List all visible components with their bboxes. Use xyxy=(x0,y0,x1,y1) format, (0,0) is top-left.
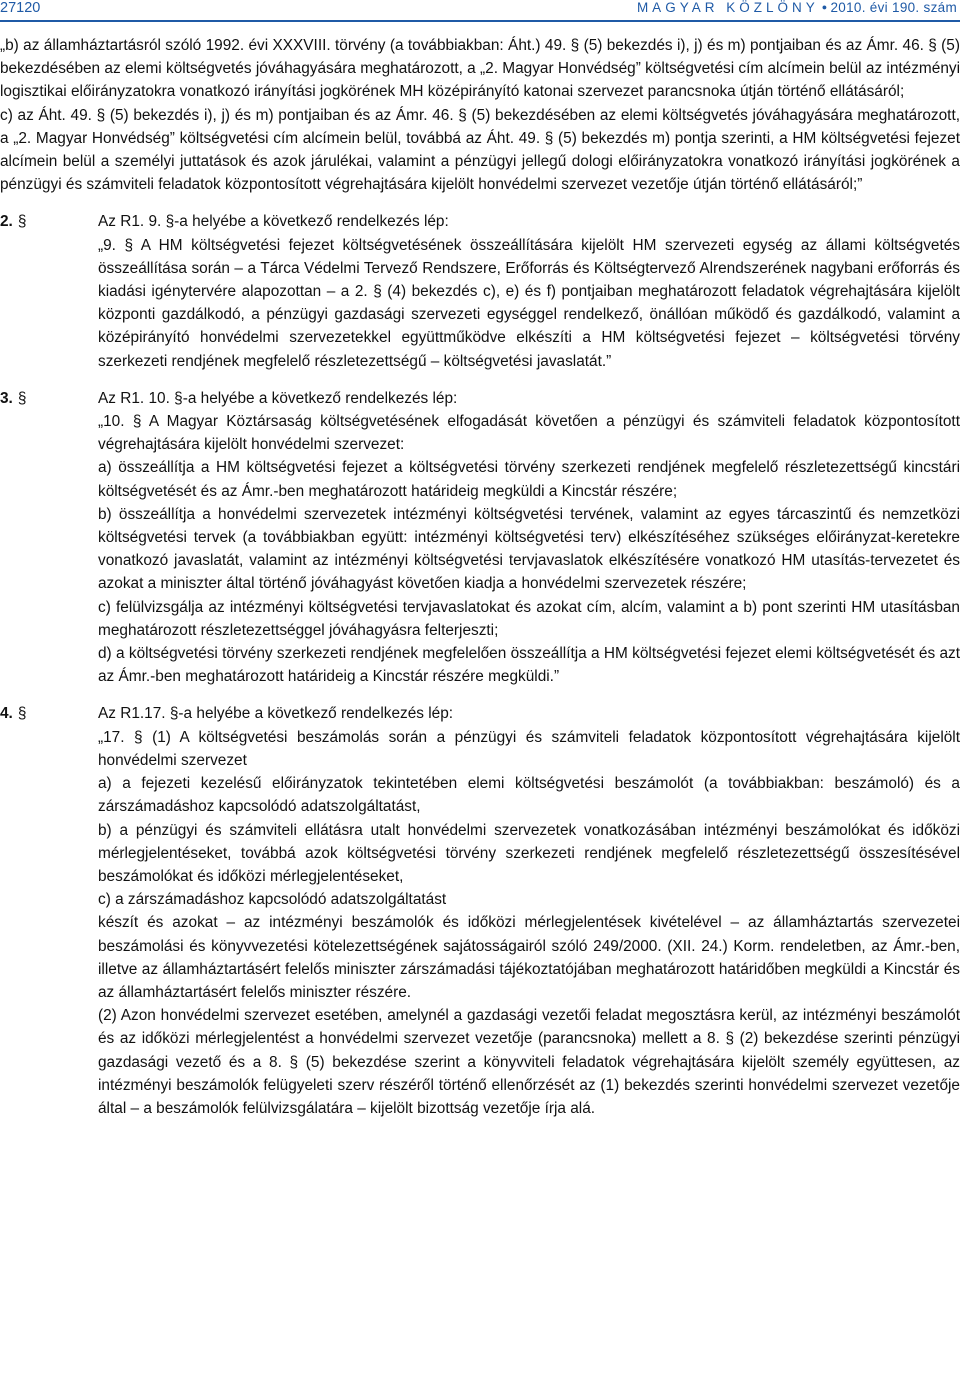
intro-block xyxy=(0,34,960,196)
section-paragraph: „9. § A HM költségvetési fejezet költségvetésének összeállítására kijelölt HM szervezeti egység az állami költségvetés összeállítása során – a Tárca Védelmi Tervező Rendszere, Erőforrás és Költségtervező Alrendszerének nagybani erőforrás és kiadási igénytervére alapozottan – a 2. § (4) bekezdés c), e) és f) pontjaiban meghatározott feladatok végrehajtására kijelölt központi gazdálkodó, a pénzügyi gazdasági szervezeti egységgel rendelkező, önállóan működő és gazdálkodó, valamint a középirányító honvédelmi szervezetekkel együttműködve elkészíti a HM költségvetési fejezet – költségvetési törvény szerkezeti rendjének megfelelő részletezettségű – költségvetési javaslatát.” xyxy=(98,236,960,370)
section-item-4 xyxy=(0,702,960,1120)
intro-paragraph-b: „b) az államháztartásról szóló 1992. évi XXXVIII. törvény (a továbbiakban: Áht.) 49. § (5) bekezdés i), j) és m) pontjaiban és az Ámr. 46. § (5) bekezdésében az elemi költségvetés jóváhagyására meghatározott, a „2. Magyar Honvédség” költségvetési cím alcímein belül az intézményi logisztikai előirányzatokra vonatkozó irányítási jogkörének MH középirányító katonai szervezet parancsnoka útján történő ellátásáról; xyxy=(0,37,960,101)
publication-title: MAGYAR KÖZLÖNY xyxy=(636,0,819,15)
section-body xyxy=(98,702,960,1120)
section-paragraph: (2) Azon honvédelmi szervezet esetében, amelynél a gazdasági vezetői feladat megosztásra kerül, az intézményi beszámolót és az időközi mérlegjelentést a honvédelmi szervezet vezetője (parancsnoka) mellett a 8. § (2) bekezdése szerinti pénzügyi gazdasági vezető és a 8. § (5) bekezdése szerint a könyvviteli feladatok végrehajtására kijelölt személy együttesen, az intézményi beszámolók felügyeleti szerv részéről történő ellenőrzését az (1) bekezdés szerinti honvédelmi szervezet vezetője által – a beszámolók felülvizsgálatára – kijelölt bizottság vezetője írja alá. xyxy=(98,1007,960,1117)
section-paragraph: c) felülvizsgálja az intézményi költségvetési tervjavaslatokat és azokat cím, alcím, valamint a b) pont szerinti HM utasításban meghatározott részletezettséggel jóváhagyásra felterjeszti; xyxy=(98,598,960,639)
publication-info xyxy=(637,0,957,15)
intro-paragraph-c: c) az Áht. 49. § (5) bekezdés i), j) és m) pontjaiban és az Ámr. 46. § (5) bekezdésében az elemi költségvetés jóváhagyására meghatározott, a „2. Magyar Honvédség” költségvetési cím alcímein belül, továbbá az Áht. 49. § (5) bekezdés m) pontja szerinti, a HM költségvetési fejezet alcímein belül a személyi juttatások és azok járulékai, valamint a pénzügyi jellegű dologi előirányzatokra vonatkozó irányítási jogkörének a pénzügyi és számviteli feladatok központosított végrehajtására kijelölt honvédelmi szervezet vezetője útján történő ellátásáról;” xyxy=(0,106,960,194)
issue-number: 2010. évi 190. szám xyxy=(830,0,957,15)
section-paragraph: „17. § (1) A költségvetési beszámolás során a pénzügyi és számviteli feladatok központosított végrehajtására kijelölt honvédelmi szervezet xyxy=(98,728,960,769)
section-number: 3. § xyxy=(0,389,27,407)
page-number: 27120 xyxy=(0,0,41,16)
section-paragraph: a) összeállítja a HM költségvetési fejezet a költségvetési törvény szerkezeti rendjének megfelelő részletezettségű kincstári költségvetését és az Ámr.-ben meghatározott határideig megküldi a Kincstár részére; xyxy=(98,459,960,500)
page-header xyxy=(0,0,960,20)
section-number: 2. § xyxy=(0,213,27,231)
section-item-2 xyxy=(0,210,960,372)
separator-dot-icon: ● xyxy=(821,2,828,12)
section-paragraph: Az R1. 9. §-a helyébe a következő rendelkezés lép: xyxy=(98,213,449,231)
section-paragraph: a) a fejezeti kezelésű előirányzatok tekintetében elemi költségvetési beszámolót (a továbbiakban: beszámoló) és a zárszámadáshoz kapcsolódó adatszolgáltatást, xyxy=(98,775,960,816)
section-paragraph: „10. § A Magyar Köztársaság költségvetésének elfogadását követően a pénzügyi és számviteli feladatok központosított végrehajtására kijelölt honvédelmi szervezet: xyxy=(98,413,960,454)
section-paragraph: készít és azokat – az intézményi beszámolók és időközi mérlegjelentések kivételével – az államháztartás szervezetei beszámolási és könyvvezetési kötelezettségének sajátosságairól szóló 249/2000. (XII. 24.) Korm. rendeletben, az Ámr.-ben, illetve az államháztartásért felelős miniszter zárszámadási tájékoztatójában meghatározott határidőben megküldi a Kincstár és az államháztartásért felelős miniszter részére. xyxy=(98,914,960,1001)
section-paragraph: b) összeállítja a honvédelmi szervezetek intézményi költségvetési tervének, valamint az egyes tárcaszintű és nemzetközi költségvetési tervek (a továbbiakban együtt: intézményi költségvetési terv) elkészítéséhez szükséges előirányzat-keretekre vonatkozó javaslatát, valamint az intézményi költségvetési tervjavaslatok elkészítésére vonatkozó HM utasítás-tervezetet és azokat a miniszter által történő jóváhagyást követően kiadja a honvédelmi szervezetek részére; xyxy=(98,505,960,593)
section-item-3 xyxy=(0,387,960,689)
section-number: 4. § xyxy=(0,705,27,723)
section-paragraph: Az R1. 10. §-a helyébe a következő rendelkezés lép: xyxy=(98,389,458,407)
header-rule xyxy=(0,20,960,22)
section-paragraph: c) a zárszámadáshoz kapcsolódó adatszolgáltatást xyxy=(98,891,447,909)
section-paragraph: d) a költségvetési törvény szerkezeti rendjének megfelelően összeállítja a HM költségvetési fejezet elemi költségvetését és azt az Ámr.-ben meghatározott határideig a Kincstár részére megküldi.” xyxy=(98,645,960,686)
document-body xyxy=(0,34,960,1120)
section-paragraph: b) a pénzügyi és számviteli ellátásra utalt honvédelmi szervezetek vonatkozásában intézményi beszámolókat és időközi mérlegjelentéseket, továbbá azok költségvetési törvény szerkezeti rendjének megfelelő részletezettségű összesítésével beszámolókat és időközi mérlegjelentéseket, xyxy=(98,821,960,885)
section-paragraph: Az R1.17. §-a helyébe a következő rendelkezés lép: xyxy=(98,705,454,723)
section-body xyxy=(98,210,960,372)
section-body xyxy=(98,387,960,689)
